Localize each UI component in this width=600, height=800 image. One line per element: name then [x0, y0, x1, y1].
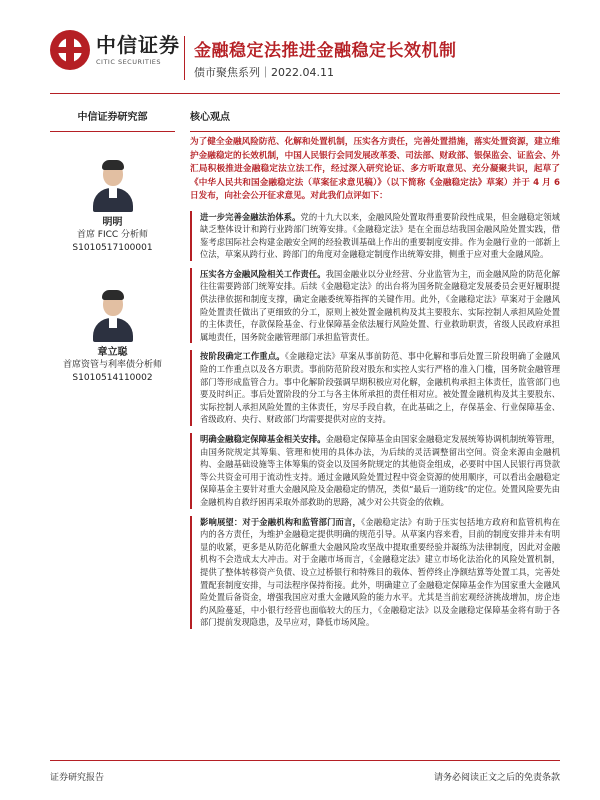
analyst-column [50, 100, 175, 132]
point-text: 我国金融业以分业经营、分业监管为主，而金融风险的防范化解往往需要跨部门统筹安排。后续《金融稳定法》的出台将为国务院金融稳定发展委员会更好履职提供法律依据和制度支撑，确定金融委统筹指挥的关键作用。此外，《金融稳定法》草案对于金融风险处置责任做出了更细致的分工，原则上被处置金融机构及其主要股东、实际控制人承担风险处置的主体责任，存款保险基金、行业保障基金依法履行风险处置、行业救助职责，省级人民政府承担属地责任，国务院金融管理部门承担监管责任。 [200, 268, 560, 342]
analyst-role: 首席 FICC 分析师 [76, 230, 149, 240]
analyst-code: S1010514110002 [72, 373, 153, 383]
analyst-photo [91, 160, 135, 212]
point-lead: 按阶段确定工作重点。 [200, 351, 285, 362]
analyst-card [50, 160, 175, 255]
point-lead: 进一步完善金融法治体系。 [200, 211, 301, 222]
point-text: 党的十九大以来，金融风险处置取得重要阶段性成果，但金融稳定领域缺乏整体设计和跨行业跨部门统筹安排。《金融稳定法》是在全面总结我国金融风险处置实践，借鉴考虑国际社会构建金融安全网的经验教训基础上作出的重要制度安排。作为金融行业的一部新上位法，草案从跨行业、跨部门的角度对金融稳定制度作出统筹安排，侧重于应对重大金融风险。 [200, 211, 560, 260]
point-paragraph [190, 516, 560, 629]
research-institute: 中信证券研究部 [77, 112, 148, 123]
core-views [190, 100, 560, 629]
analyst-role: 首席资管与利率债分析师 [62, 360, 162, 370]
footer-disclaimer: 请务必阅读正文之后的免责条款 [433, 773, 560, 783]
analyst-name: 明明 [102, 217, 123, 228]
header-divider [184, 36, 185, 80]
intro-paragraph: 为了健全金融风险防范、化解和处置机制，压实各方责任，完善处置措施，落实处置资源，建立维护金融稳定的长效机制，中国人民银行会同发展改革委、司法部、财政部、银保监会、证监会、外汇局积极推进金融稳定法立法工作，经过深入研究论证、多方听取意见、充分凝聚共识，起草了《中华人民共和国金融稳定法（草案征求意见稿）》（以下简称《金融稳定法》草案）并于 4 月 6 日发布，向社会公开征求意见。对此我们点评如下： [190, 137, 560, 201]
point-lead: 明确金融稳定保障基金相关安排。 [200, 434, 326, 444]
point-text: 《金融稳定法》草案从事前防范、事中化解和事后处置三阶段明确了金融风险的工作重点以及各方职责。事前防范阶段对股东和实控人实行严格的准入门槛，国务院金融管理部门等形成监管合力。事中化解阶段强调早期积极应对化解，金融机构承担主体责任，监管部门也要及时纠正。事后处置阶段的分工与各主体所承担的责任相对应。被处置金融机构及其主要股东、实际控制人承担风险处置的主体责任，穷尽手段自救，在此基础之上，存保基金、行业保障基金、省级政府、央行、财政部门均需要提供对应的支持。 [200, 351, 560, 425]
point-lead: 压实各方金融风险相关工作责任。 [200, 268, 326, 279]
heading-rule [190, 131, 560, 132]
analyst-card [50, 290, 175, 385]
point-text: 《金融稳定法》有助于压实包括地方政府和监管机构在内的各方责任，为维护金融稳定提供明确的规范引导。从草案内容来看，目前的制度安排并未有明显的收紧，更多是从防范化解重大金融风险攻坚战中提取重要经验并凝练为法律制度，因此对金融机构不会造成太大冲击。对于金融市场而言，《金融稳定法》建立市场化法治化的风险处置机制，提供了整体转移资产负债、设立过桥银行和特殊目的载体、暂停终止净额结算等处置工具，完善处置配套制度安排，与司法程序保持衔接。此外，明确建立了金融稳定保障基金作为国家重大金融风险处置后备资金，增强我国应对重大金融风险的能力水平。尤其是当前宏观经济挑战增加，房企违约风险蔓延，中小银行经营也面临较大的压力，《金融稳定法》以及金融稳定保障基金将有助于各部门提前发现隐患，及早应对，降低市场风险。 [200, 516, 560, 628]
institute-rule [50, 131, 175, 132]
analyst-name: 章立聪 [97, 347, 128, 358]
report-header [0, 0, 600, 95]
point-lead: 影响展望：对于金融机构和监管部门而言， [200, 516, 361, 527]
point-paragraph [190, 211, 560, 261]
analyst-code: S1010517100001 [72, 243, 153, 253]
header-rule [50, 93, 560, 94]
point-paragraph [190, 268, 560, 344]
point-text: 金融稳定保障基金由国家金融稳定发展统筹协调机制统筹管理，由国务院规定其筹集、管理和使用的具体办法，为后续的灵活调整留出空间。资金来源由金融机构、金融基础设施等主体筹集的资金以及国务院规定的其他资金组成，必要时中国人民银行再贷款等公共资金可用于流动性支持。通过金融风险处置过程中资金资源的使用顺序，可以看出金融稳定保障基金主要针对重大金融风险及金融稳定的情况，类似“最后一道防线”的定位。处置风险要先由金融机构自救纾困再采取外部救助的思路，减少对公共资金的依赖。 [200, 434, 560, 507]
logo-chinese-name: 中信证券 [96, 33, 180, 57]
analyst-photo [91, 290, 135, 342]
report-series-date: 债市聚焦系列｜2022.04.11 [194, 66, 334, 79]
logo-english-name: CITIC SECURITIES [96, 58, 162, 66]
citic-logo-icon [50, 30, 90, 70]
section-heading: 核心观点 [190, 112, 230, 123]
footer-rule [50, 760, 560, 761]
footer-report-type: 证券研究报告 [50, 773, 105, 783]
point-paragraph [190, 433, 560, 509]
company-logo [50, 30, 180, 70]
point-paragraph [190, 350, 560, 426]
report-title: 金融稳定法推进金融稳定长效机制 [194, 41, 457, 61]
